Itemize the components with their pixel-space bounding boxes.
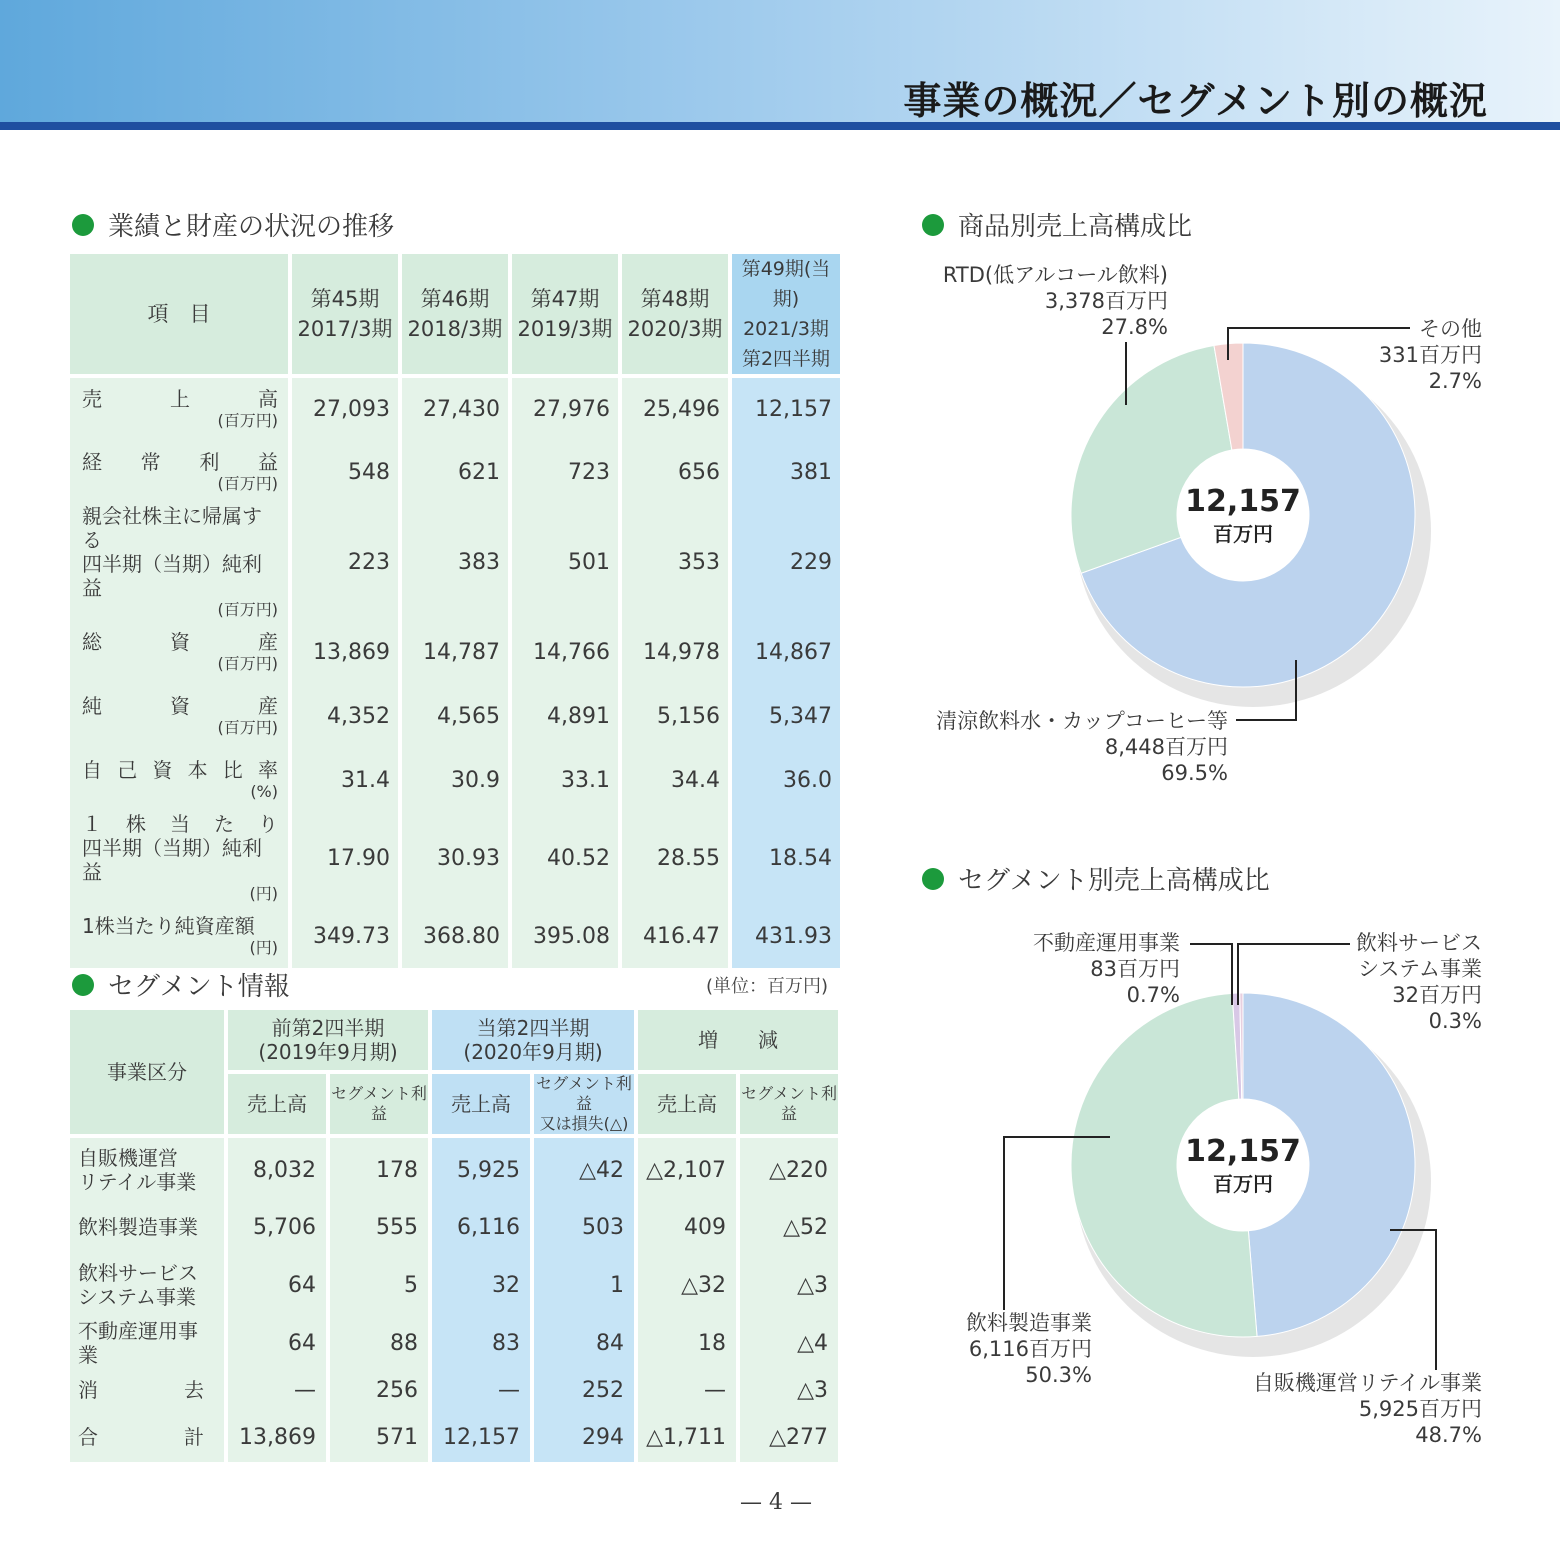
segment-value: 5,706 <box>226 1202 328 1252</box>
segment-value: △2,107 <box>636 1136 738 1202</box>
sub-header-profit: セグメント利益 <box>738 1072 840 1136</box>
performance-value: 34.4 <box>620 748 730 812</box>
segment-value: 64 <box>226 1318 328 1368</box>
performance-row-label: 純 資 産 (百万円) <box>70 684 290 748</box>
segment-value: 555 <box>328 1202 430 1252</box>
performance-value: 30.9 <box>400 748 510 812</box>
chart2-label-manufacturing: 飲料製造事業 6,116百万円 50.3% <box>966 1311 1092 1387</box>
performance-value: 27,976 <box>510 376 620 440</box>
segment-value: 64 <box>226 1252 328 1318</box>
performance-value: 13,869 <box>290 620 400 684</box>
segment-value: 13,869 <box>226 1412 328 1462</box>
performance-value: 368.80 <box>400 904 510 968</box>
performance-value: 36.0 <box>730 748 840 812</box>
performance-row-label: 親会社株主に帰属する 四半期（当期）純利益 (百万円) <box>70 504 290 620</box>
segment-header-category: 事業区分 <box>70 1010 226 1136</box>
segment-chart-title: セグメント別売上高構成比 <box>922 860 1270 897</box>
performance-value: 5,347 <box>730 684 840 748</box>
performance-value: 416.47 <box>620 904 730 968</box>
performance-row-label: １ 株 当 た り 四半期（当期）純利益 (円) <box>70 812 290 904</box>
page-number: — 4 — <box>740 1490 812 1515</box>
segment-row-label: 自販機運営 リテイル事業 <box>70 1136 226 1202</box>
segment-value: 256 <box>328 1368 430 1412</box>
period-header: 第45期 2017/3期 <box>290 254 400 376</box>
segment-value: △32 <box>636 1252 738 1318</box>
chart2-label-vending: 自販機運営リテイル事業 5,925百万円 48.7% <box>1252 1371 1482 1447</box>
segment-value: 178 <box>328 1136 430 1202</box>
donut-center-unit: 百万円 <box>1213 522 1273 546</box>
sub-header-profit-or-loss: セグメント利益 又は損失(△) <box>532 1072 636 1136</box>
performance-value: 229 <box>730 504 840 620</box>
segment-row-label: 飲料製造事業 <box>70 1202 226 1252</box>
segment-value: 83 <box>430 1318 532 1368</box>
page-title: 事業の概況／セグメント別の概況 <box>903 79 1488 123</box>
segment-value: — <box>430 1368 532 1412</box>
performance-value: 18.54 <box>730 812 840 904</box>
performance-value: 25,496 <box>620 376 730 440</box>
performance-value: 14,978 <box>620 620 730 684</box>
segment-value: — <box>636 1368 738 1412</box>
performance-value: 14,867 <box>730 620 840 684</box>
segment-row-label: 飲料サービス システム事業 <box>70 1252 226 1318</box>
donut-center-unit: 百万円 <box>1213 1172 1273 1196</box>
performance-value: 395.08 <box>510 904 620 968</box>
performance-row-label: 経 常 利 益 (百万円) <box>70 440 290 504</box>
segment-value: △3 <box>738 1252 840 1318</box>
performance-value: 12,157 <box>730 376 840 440</box>
unit-note: (単位：百万円) <box>706 976 829 997</box>
sub-header-sales: 売上高 <box>226 1072 328 1136</box>
segment-row-label: 不動産運用事業 <box>70 1318 226 1368</box>
performance-value: 5,156 <box>620 684 730 748</box>
segment-value: 571 <box>328 1412 430 1462</box>
performance-row-label: 自 己 資 本 比 率 (%) <box>70 748 290 812</box>
performance-value: 621 <box>400 440 510 504</box>
segment-section-title: セグメント情報 <box>72 966 290 1003</box>
segment-value: 1 <box>532 1252 636 1318</box>
performance-value: 723 <box>510 440 620 504</box>
segment-row-label: 合 計 <box>70 1412 226 1462</box>
performance-section-title: 業績と財産の状況の推移 <box>72 206 394 243</box>
performance-value: 27,430 <box>400 376 510 440</box>
segment-value: △52 <box>738 1202 840 1252</box>
performance-value: 28.55 <box>620 812 730 904</box>
chart1-label-rtd: RTD(低アルコール飲料) 3,378百万円 27.8% <box>942 263 1168 339</box>
segment-value: 18 <box>636 1318 738 1368</box>
performance-value: 4,891 <box>510 684 620 748</box>
segment-value: 5 <box>328 1252 430 1318</box>
performance-row-label: 1株当たり純資産額 (円) <box>70 904 290 968</box>
chart1-label-other: その他 331百万円 2.7% <box>1378 317 1482 393</box>
performance-row-label: 総 資 産 (百万円) <box>70 620 290 684</box>
product-chart-title: 商品別売上高構成比 <box>922 206 1192 243</box>
segment-value: 252 <box>532 1368 636 1412</box>
period-header: 第46期 2018/3期 <box>400 254 510 376</box>
segment-value: 409 <box>636 1202 738 1252</box>
segment-value: △3 <box>738 1368 840 1412</box>
performance-value: 656 <box>620 440 730 504</box>
segment-header-diff: 増 減 <box>636 1010 840 1072</box>
performance-value: 4,352 <box>290 684 400 748</box>
period-header: 第47期 2019/3期 <box>510 254 620 376</box>
segment-value: △277 <box>738 1412 840 1462</box>
sub-header-sales: 売上高 <box>430 1072 532 1136</box>
segment-header-prev: 前第2四半期 (2019年9月期) <box>226 1010 430 1072</box>
period-header-current: 第49期(当期) 2021/3期 第2四半期 <box>730 254 840 376</box>
segment-value: 12,157 <box>430 1412 532 1462</box>
performance-value: 17.90 <box>290 812 400 904</box>
sub-header-profit: セグメント利益 <box>328 1072 430 1136</box>
segment-value: 88 <box>328 1318 430 1368</box>
performance-value: 33.1 <box>510 748 620 812</box>
segment-header-curr: 当第2四半期 (2020年9月期) <box>430 1010 636 1072</box>
performance-value: 4,565 <box>400 684 510 748</box>
segment-value: 294 <box>532 1412 636 1462</box>
chart1-label-soft-drinks: 清涼飲料水・カップコーヒー等 8,448百万円 69.5% <box>936 709 1228 785</box>
chart2-label-beverage-service: 飲料サービス システム事業 32百万円 0.3% <box>1356 931 1482 1033</box>
segment-value: 5,925 <box>430 1136 532 1202</box>
performance-value: 40.52 <box>510 812 620 904</box>
segment-value: 8,032 <box>226 1136 328 1202</box>
performance-value: 14,787 <box>400 620 510 684</box>
performance-value: 353 <box>620 504 730 620</box>
performance-value: 14,766 <box>510 620 620 684</box>
period-header: 第48期 2020/3期 <box>620 254 730 376</box>
segment-value: 503 <box>532 1202 636 1252</box>
performance-value: 501 <box>510 504 620 620</box>
segment-value: 84 <box>532 1318 636 1368</box>
donut-center-value: 12,157 <box>1185 1134 1301 1169</box>
performance-value: 383 <box>400 504 510 620</box>
segment-value: 6,116 <box>430 1202 532 1252</box>
performance-value: 31.4 <box>290 748 400 812</box>
performance-row-label: 売 上 高 (百万円) <box>70 376 290 440</box>
performance-value: 27,093 <box>290 376 400 440</box>
segment-value: △1,711 <box>636 1412 738 1462</box>
segment-value: — <box>226 1368 328 1412</box>
segment-value: △220 <box>738 1136 840 1202</box>
header-item: 項 目 <box>70 254 290 376</box>
segment-value: 32 <box>430 1252 532 1318</box>
performance-value: 431.93 <box>730 904 840 968</box>
segment-value: △4 <box>738 1318 840 1368</box>
sub-header-sales: 売上高 <box>636 1072 738 1136</box>
performance-value: 548 <box>290 440 400 504</box>
performance-value: 30.93 <box>400 812 510 904</box>
segment-row-label: 消 去 <box>70 1368 226 1412</box>
performance-value: 381 <box>730 440 840 504</box>
donut-center-value: 12,157 <box>1185 484 1301 519</box>
chart2-label-real-estate: 不動産運用事業 83百万円 0.7% <box>1033 931 1180 1007</box>
segment-value: △42 <box>532 1136 636 1202</box>
performance-value: 223 <box>290 504 400 620</box>
performance-value: 349.73 <box>290 904 400 968</box>
